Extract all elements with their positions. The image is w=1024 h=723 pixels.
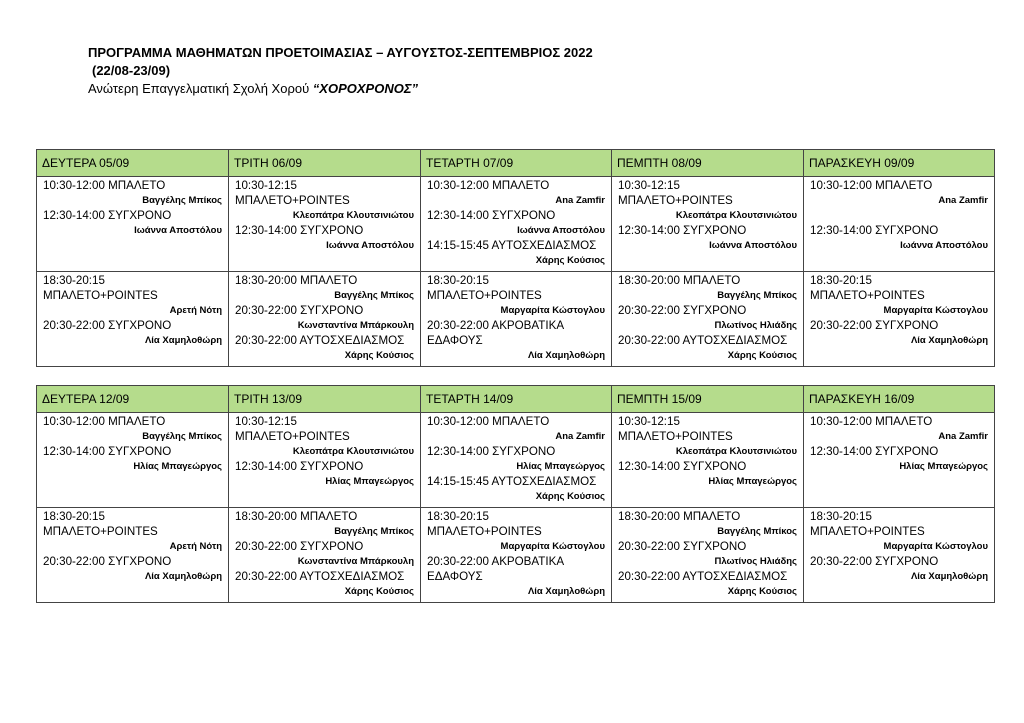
class-session: 10:30-12:00 ΜΠΑΛΕΤΟ — [43, 415, 166, 428]
class-session: 12:30-14:00 ΣΥΓΧΡΟΝΟ — [43, 445, 172, 458]
class-session: 12:30-14:00 ΣΥΓΧΡΟΝΟ — [810, 224, 939, 237]
schedule-cell — [804, 413, 995, 508]
school-prefix: Ανώτερη Επαγγελματική Σχολή Χορού — [88, 81, 313, 96]
schedule-title: ΠΡΟΓΡΑΜΜΑ ΜΑΘΗΜΑΤΩΝ ΠΡΟΕΤΟΙΜΑΣΙΑΣ – ΑΥΓΟΥΣΤΟΣ-ΣΕΠΤΕΜΒΡΙΟΣ 2022 — [88, 45, 593, 60]
schedule-cell — [804, 177, 995, 272]
instructor-name: Ana Zamfir — [938, 431, 988, 442]
instructor-name: Βαγγέλης Μπίκος — [334, 526, 414, 537]
schedule-cell — [37, 177, 229, 272]
class-session: 12:30-14:00 ΣΥΓΧΡΟΝΟ — [427, 209, 556, 222]
class-session: 12:30-14:00 ΣΥΓΧΡΟΝΟ — [43, 209, 172, 222]
class-session: ΜΠΑΛΕΤΟ+POINTES — [43, 289, 158, 302]
instructor-name: Αρετή Νότη — [169, 541, 222, 552]
day-header: ΠΕΜΠΤΗ 15/09 — [612, 386, 804, 413]
schedule-cell — [37, 272, 229, 367]
instructor-name: Βαγγέλης Μπίκος — [717, 290, 797, 301]
day-header: ΔΕΥΤΕΡΑ 05/09 — [37, 150, 229, 177]
class-session: ΜΠΑΛΕΤΟ+POINTES — [235, 430, 350, 443]
class-session: ΜΠΑΛΕΤΟ+POINTES — [427, 525, 542, 538]
class-session: 18:30-20:00 ΜΠΑΛΕΤΟ — [618, 510, 741, 523]
class-session: 10:30-12:00 ΜΠΑΛΕΤΟ — [43, 179, 166, 192]
instructor-name: Ana Zamfir — [555, 431, 605, 442]
day-header: ΤΡΙΤΗ 06/09 — [229, 150, 421, 177]
class-session: 10:30-12:15 — [618, 415, 680, 428]
instructor-name: Ηλίας Μπαγεώργος — [325, 476, 414, 487]
morning-row — [37, 413, 995, 508]
day-header: ΤΕΤΑΡΤΗ 14/09 — [421, 386, 612, 413]
class-session: 18:30-20:15 — [810, 510, 872, 523]
instructor-name: Μαργαρίτα Κώστογλου — [883, 541, 988, 552]
instructor-name: Ηλίας Μπαγεώργος — [516, 461, 605, 472]
instructor-name: Ιωάννα Αποστόλου — [517, 225, 605, 236]
schedule-dates: (22/08-23/09) — [92, 63, 171, 78]
class-session: 12:30-14:00 ΣΥΓΧΡΟΝΟ — [618, 224, 747, 237]
schedule-cell — [37, 413, 229, 508]
class-session: ΜΠΑΛΕΤΟ+POINTES — [618, 194, 733, 207]
class-session: 14:15-15:45 ΑΥΤΟΣΧΕΔΙΑΣΜΟΣ — [427, 239, 597, 252]
schedule-cell — [804, 508, 995, 603]
instructor-name: Βαγγέλης Μπίκος — [334, 290, 414, 301]
schedule-cell — [421, 177, 612, 272]
instructor-name: Ιωάννα Αποστόλου — [134, 225, 222, 236]
class-session: 18:30-20:00 ΜΠΑΛΕΤΟ — [618, 274, 741, 287]
schedule-cell — [421, 272, 612, 367]
week-table-2 — [36, 385, 995, 603]
school-name: “ΧΟΡΟΧΡΟΝΟΣ” — [312, 81, 418, 96]
instructor-name: Ιωάννα Αποστόλου — [326, 240, 414, 251]
instructor-name: Χάρης Κούσιος — [535, 491, 605, 502]
class-session: 20:30-22:00 ΑΥΤΟΣΧΕΔΙΑΣΜΟΣ — [235, 334, 405, 347]
class-session: 12:30-14:00 ΣΥΓΧΡΟΝΟ — [235, 460, 364, 473]
class-session: 12:30-14:00 ΣΥΓΧΡΟΝΟ — [427, 445, 556, 458]
spacer — [810, 208, 988, 223]
schedule-cell — [804, 272, 995, 367]
instructor-name: Κλεοπάτρα Κλουτσινιώτου — [675, 210, 797, 221]
class-session: 20:30-22:00 ΣΥΓΧΡΟΝΟ — [810, 555, 939, 568]
class-session: 14:15-15:45 ΑΥΤΟΣΧΕΔΙΑΣΜΟΣ — [427, 475, 597, 488]
class-session: 10:30-12:00 ΜΠΑΛΕΤΟ — [427, 415, 550, 428]
day-header: ΠΑΡΑΣΚΕΥΗ 16/09 — [804, 386, 995, 413]
class-session: ΕΔΑΦΟΥΣ — [427, 570, 483, 583]
class-session: ΜΠΑΛΕΤΟ+POINTES — [810, 289, 925, 302]
day-header: ΔΕΥΤΕΡΑ 12/09 — [37, 386, 229, 413]
day-header: ΠΑΡΑΣΚΕΥΗ 09/09 — [804, 150, 995, 177]
instructor-name: Χάρης Κούσιος — [727, 350, 797, 361]
class-session: 10:30-12:15 — [235, 179, 297, 192]
day-header: ΤΡΙΤΗ 13/09 — [229, 386, 421, 413]
schedule-cell — [229, 413, 421, 508]
evening-row — [37, 272, 995, 367]
class-session: 10:30-12:15 — [235, 415, 297, 428]
class-session: 18:30-20:15 — [43, 510, 105, 523]
instructor-name: Λία Χαμηλοθώρη — [144, 571, 222, 582]
instructor-name: Κωνσταντίνα Μπάρκουλη — [297, 320, 414, 331]
instructor-name: Χάρης Κούσιος — [727, 586, 797, 597]
instructor-name: Βαγγέλης Μπίκος — [717, 526, 797, 537]
class-session: 10:30-12:00 ΜΠΑΛΕΤΟ — [427, 179, 550, 192]
schedule-cell — [229, 177, 421, 272]
class-session: 20:30-22:00 ΣΥΓΧΡΟΝΟ — [235, 304, 364, 317]
class-session: 20:30-22:00 ΑΥΤΟΣΧΕΔΙΑΣΜΟΣ — [235, 570, 405, 583]
school-line — [88, 80, 788, 98]
instructor-name: Πλωτίνος Ηλιάδης — [714, 556, 797, 567]
class-session: 20:30-22:00 ΣΥΓΧΡΟΝΟ — [43, 319, 172, 332]
instructor-name: Κλεοπάτρα Κλουτσινιώτου — [675, 446, 797, 457]
schedule-cell — [229, 508, 421, 603]
class-session: 20:30-22:00 ΑΚΡΟΒΑΤΙΚΑ — [427, 555, 565, 568]
class-session: 18:30-20:00 ΜΠΑΛΕΤΟ — [235, 274, 358, 287]
day-header: ΠΕΜΠΤΗ 08/09 — [612, 150, 804, 177]
morning-row — [37, 177, 995, 272]
schedule-cell — [421, 413, 612, 508]
schedule-cell — [421, 508, 612, 603]
class-session: 20:30-22:00 ΣΥΓΧΡΟΝΟ — [618, 540, 747, 553]
instructor-name: Ηλίας Μπαγεώργος — [133, 461, 222, 472]
instructor-name: Λία Χαμηλοθώρη — [527, 350, 605, 361]
class-session: 20:30-22:00 ΣΥΓΧΡΟΝΟ — [43, 555, 172, 568]
class-session: 18:30-20:15 — [427, 510, 489, 523]
class-session: ΜΠΑΛΕΤΟ+POINTES — [427, 289, 542, 302]
instructor-name: Ηλίας Μπαγεώργος — [899, 461, 988, 472]
schedule-cell — [229, 272, 421, 367]
instructor-name: Ιωάννα Αποστόλου — [900, 240, 988, 251]
instructor-name: Λία Χαμηλοθώρη — [910, 335, 988, 346]
instructor-name: Λία Χαμηλοθώρη — [910, 571, 988, 582]
instructor-name: Ηλίας Μπαγεώργος — [708, 476, 797, 487]
class-session: ΜΠΑΛΕΤΟ+POINTES — [810, 525, 925, 538]
evening-row — [37, 508, 995, 603]
instructor-name: Λία Χαμηλοθώρη — [527, 586, 605, 597]
class-session: 12:30-14:00 ΣΥΓΧΡΟΝΟ — [235, 224, 364, 237]
instructor-name: Χάρης Κούσιος — [344, 586, 414, 597]
class-session: 18:30-20:15 — [427, 274, 489, 287]
schedule-cell — [612, 272, 804, 367]
instructor-name: Αρετή Νότη — [169, 305, 222, 316]
class-session: 12:30-14:00 ΣΥΓΧΡΟΝΟ — [810, 445, 939, 458]
schedule-cell — [612, 413, 804, 508]
instructor-name: Μαργαρίτα Κώστογλου — [883, 305, 988, 316]
class-session: 18:30-20:15 — [810, 274, 872, 287]
instructor-name: Βαγγέλης Μπίκος — [142, 195, 222, 206]
instructor-name: Ana Zamfir — [555, 195, 605, 206]
week-table-1 — [36, 149, 995, 367]
class-session: ΜΠΑΛΕΤΟ+POINTES — [43, 525, 158, 538]
instructor-name: Χάρης Κούσιος — [535, 255, 605, 266]
class-session: 20:30-22:00 ΣΥΓΧΡΟΝΟ — [618, 304, 747, 317]
schedule-cell — [612, 508, 804, 603]
instructor-name: Πλωτίνος Ηλιάδης — [714, 320, 797, 331]
class-session: ΜΠΑΛΕΤΟ+POINTES — [618, 430, 733, 443]
class-session: 10:30-12:00 ΜΠΑΛΕΤΟ — [810, 415, 933, 428]
instructor-name: Κωνσταντίνα Μπάρκουλη — [297, 556, 414, 567]
instructor-name: Ιωάννα Αποστόλου — [709, 240, 797, 251]
class-session: 20:30-22:00 ΣΥΓΧΡΟΝΟ — [810, 319, 939, 332]
schedule-cell — [612, 177, 804, 272]
class-session: 12:30-14:00 ΣΥΓΧΡΟΝΟ — [618, 460, 747, 473]
class-session: 20:30-22:00 ΑΥΤΟΣΧΕΔΙΑΣΜΟΣ — [618, 334, 788, 347]
class-session: 20:30-22:00 ΑΥΤΟΣΧΕΔΙΑΣΜΟΣ — [618, 570, 788, 583]
schedule-cell — [37, 508, 229, 603]
instructor-name: Βαγγέλης Μπίκος — [142, 431, 222, 442]
class-session: 20:30-22:00 ΑΚΡΟΒΑΤΙΚΑ — [427, 319, 565, 332]
day-header: ΤΕΤΑΡΤΗ 07/09 — [421, 150, 612, 177]
class-session: 18:30-20:15 — [43, 274, 105, 287]
instructor-name: Χάρης Κούσιος — [344, 350, 414, 361]
class-session: 10:30-12:00 ΜΠΑΛΕΤΟ — [810, 179, 933, 192]
day-header-row — [37, 386, 995, 413]
instructor-name: Κλεοπάτρα Κλουτσινιώτου — [292, 210, 414, 221]
instructor-name: Μαργαρίτα Κώστογλου — [500, 305, 605, 316]
class-session: 10:30-12:15 — [618, 179, 680, 192]
instructor-name: Κλεοπάτρα Κλουτσινιώτου — [292, 446, 414, 457]
instructor-name: Ana Zamfir — [938, 195, 988, 206]
instructor-name: Λία Χαμηλοθώρη — [144, 335, 222, 346]
class-session: ΜΠΑΛΕΤΟ+POINTES — [235, 194, 350, 207]
document-header — [88, 44, 788, 98]
day-header-row — [37, 150, 995, 177]
instructor-name: Μαργαρίτα Κώστογλου — [500, 541, 605, 552]
class-session: 18:30-20:00 ΜΠΑΛΕΤΟ — [235, 510, 358, 523]
class-session: ΕΔΑΦΟΥΣ — [427, 334, 483, 347]
class-session: 20:30-22:00 ΣΥΓΧΡΟΝΟ — [235, 540, 364, 553]
